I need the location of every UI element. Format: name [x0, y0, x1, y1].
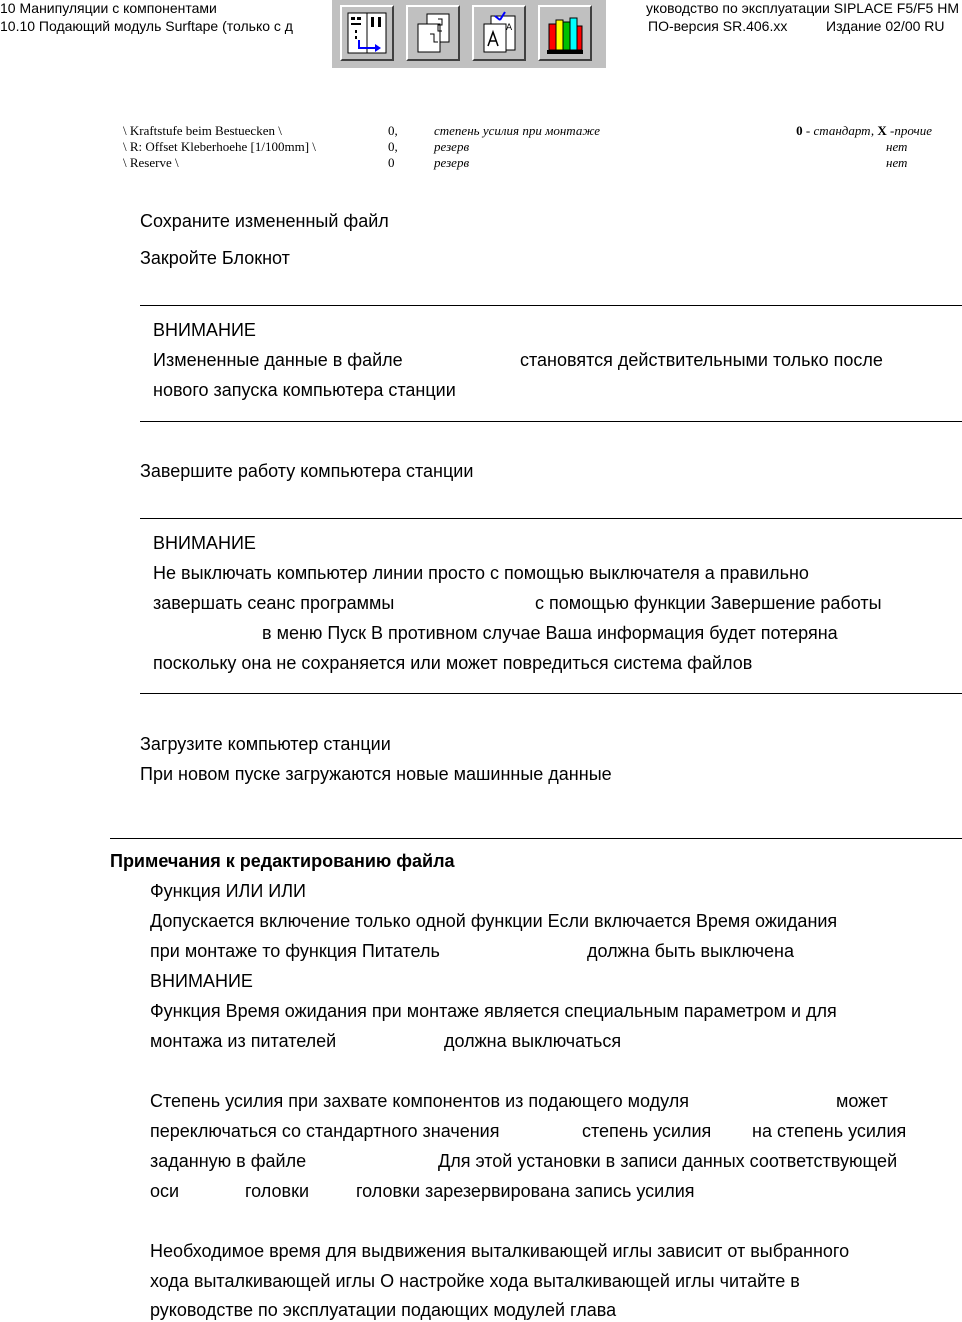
note-text: степень усилия	[582, 1121, 712, 1141]
find-icon	[477, 10, 521, 56]
attention-text: нового запуска компьютера станции	[153, 380, 456, 400]
note-text: переключаться со стандартного значения	[150, 1121, 500, 1141]
step-close-notepad: Закройте Блокнот	[140, 248, 290, 268]
divider	[140, 305, 962, 306]
navigation-toolbar	[332, 0, 606, 68]
config-note	[796, 123, 932, 139]
divider	[110, 838, 962, 839]
config-note-standard-value: 0	[796, 123, 803, 138]
note-text: может	[836, 1091, 888, 1111]
note-text: головки	[245, 1181, 309, 1201]
pages-button[interactable]	[406, 5, 460, 61]
header-subsection-title: 10.10 Подающий модуль Surftape (только с д	[0, 18, 293, 34]
note-text: Степень усилия при захвате компонентов из подающего модуля	[150, 1091, 689, 1111]
header-section-title: 10 Манипуляции с компонентами	[0, 0, 217, 16]
note-text: Функция Время ожидания при монтаже является специальным параметром и для	[150, 1001, 837, 1021]
config-key: \ Reserve \	[123, 155, 179, 170]
divider	[140, 518, 962, 519]
attention-text: поскольку она не сохраняется или может повредиться система файлов	[153, 653, 753, 673]
header-edition: Издание 02/00 RU	[826, 18, 945, 34]
attention-title: ВНИМАНИЕ	[153, 533, 256, 553]
config-note-other-value: X	[877, 123, 887, 138]
config-value: 0,	[388, 139, 398, 154]
note-text: при монтаже то функция Питатель	[150, 941, 440, 961]
config-note-other-text: -прочие	[886, 123, 932, 138]
pages-icon	[411, 10, 455, 56]
step-boot: Загрузите компьютер станции	[140, 734, 391, 754]
config-desc: степень усилия при монтаже	[434, 123, 601, 138]
config-desc: резерв	[434, 139, 470, 154]
structure-button[interactable]	[340, 5, 394, 61]
notes-heading: Примечания к редактированию файла	[110, 851, 455, 871]
structure-icon	[345, 10, 389, 56]
attention-text: Измененные данные в файле	[153, 350, 403, 370]
config-value: 0	[388, 155, 395, 170]
note-text: Необходимое время для выдвижения выталкивающей иглы зависит от выбранного	[150, 1241, 850, 1261]
config-note: нет	[886, 139, 908, 154]
attention-text: Не выключать компьютер линии просто с помощью выключателя а правильно	[153, 563, 809, 583]
note-text: оси	[150, 1181, 180, 1201]
books-icon	[543, 10, 587, 56]
note-text: ВНИМАНИЕ	[150, 971, 253, 991]
note-text: Функция ИЛИ ИЛИ	[150, 881, 306, 901]
attention-text: с помощью функции Завершение работы	[535, 593, 882, 613]
note-text: монтажа из питателей	[150, 1031, 337, 1051]
note-text: Для этой установки в записи данных соответствующей	[438, 1151, 898, 1171]
books-button[interactable]	[538, 5, 592, 61]
note-text: заданную в файле	[150, 1151, 307, 1171]
note-text: на степень усилия	[752, 1121, 907, 1141]
note-text: руководстве по эксплуатации подающих модулей глава	[150, 1300, 617, 1320]
step-new-data: При новом пуске загружаются новые машинные данные	[140, 764, 612, 784]
config-note: нет	[886, 155, 908, 170]
note-text: хода выталкивающей иглы О настройке хода выталкивающей иглы читайте в	[150, 1271, 800, 1291]
config-desc: резерв	[434, 155, 470, 170]
attention-text: становятся действительными только после	[520, 350, 883, 370]
find-button[interactable]	[472, 5, 526, 61]
step-shutdown: Завершите работу компьютера станции	[140, 461, 474, 481]
header-software-version: ПО-версия SR.406.xx	[648, 18, 788, 34]
step-save-file: Сохраните измененный файл	[140, 211, 389, 231]
config-value: 0,	[388, 123, 398, 138]
config-note-standard-text: - стандарт,	[802, 123, 878, 138]
divider	[140, 421, 962, 422]
note-text: головки зарезервирована запись усилия	[356, 1181, 695, 1201]
header-manual-title: уководство по эксплуатации SIPLACE F5/F5 HM	[646, 0, 959, 16]
note-text: должна выключаться	[444, 1031, 622, 1051]
attention-title: ВНИМАНИЕ	[153, 320, 256, 340]
attention-text: завершать сеанс программы	[153, 593, 395, 613]
config-key: \ Kraftstufe beim Bestuecken \	[123, 123, 282, 138]
attention-text: в меню Пуск В противном случае Ваша информация будет потеряна	[262, 623, 838, 643]
config-key: \ R: Offset Kleberhoehe [1/100mm] \	[123, 139, 316, 154]
svg-text:A: A	[506, 23, 513, 33]
divider	[140, 693, 962, 694]
note-text: Допускается включение только одной функции Если включается Время ожидания	[150, 911, 838, 931]
note-text: должна быть выключена	[587, 941, 795, 961]
